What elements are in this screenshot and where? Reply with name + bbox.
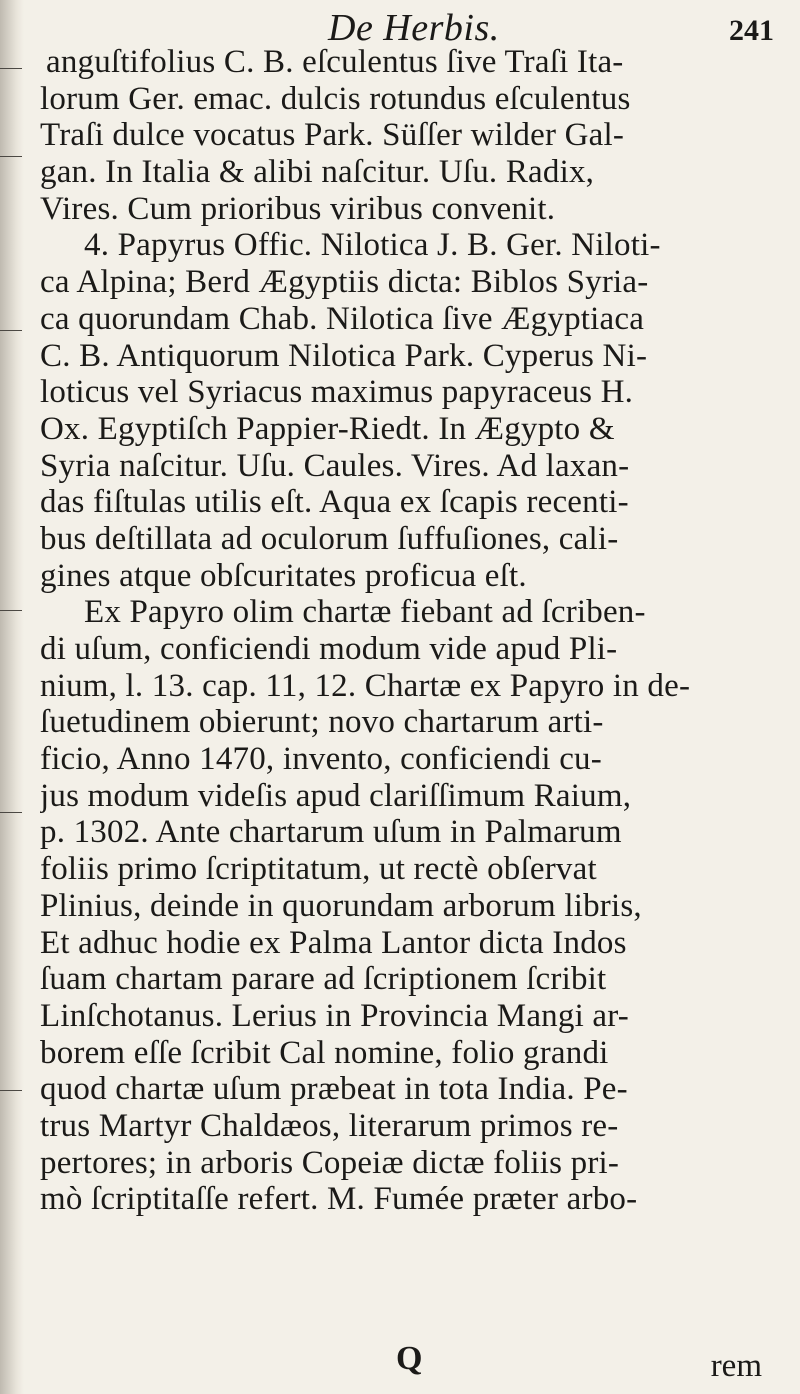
text-line: quod chartæ uſum præbeat in tota India. Pe- [40, 1071, 628, 1108]
text-line: Traſi dulce vocatus Park. Süſſer wilder Gal- [40, 117, 625, 154]
edge-tick [0, 156, 22, 157]
edge-tick [0, 812, 22, 813]
text-line: ca Alpina; Berd Ægyptiis dicta: Biblos Syria- [40, 264, 649, 301]
text-line: Linſchotanus. Lerius in Provincia Mangi ar- [40, 997, 629, 1034]
edge-tick [0, 610, 22, 611]
text-line: trus Martyr Chaldæos, literarum primos re- [40, 1107, 619, 1144]
text-line: Ox. Egyptiſch Pappier-Riedt. In Ægypto & [40, 410, 615, 447]
text-line: nium, l. 13. cap. 11, 12. Chartæ ex Papyro in de- [40, 667, 691, 704]
text-line: Et adhuc hodie ex Palma Lantor dicta Indos [40, 924, 627, 961]
text-line: C. B. Antiquorum Nilotica Park. Cyperus Ni- [40, 337, 648, 374]
edge-tick [0, 330, 22, 331]
text-line: gines atque obſcuritates proficua eſt. [40, 557, 527, 594]
page-edge-shadow [0, 0, 24, 1394]
text-line: di uſum, conficiendi modum vide apud Pli- [40, 631, 618, 667]
text-line: jus modum videſis apud clariſſimum Raium, [40, 777, 632, 814]
page-number: 241 [729, 14, 774, 47]
text-line: gan. In Italia & alibi naſcitur. Uſu. Radix, [40, 154, 595, 191]
text-line: das fiſtulas utilis eſt. Aqua ex ſcapis recenti- [40, 484, 629, 521]
signature-mark: Q [396, 1340, 423, 1377]
text-line: loticus vel Syriacus maximus papyraceus H. [40, 374, 634, 411]
text-line: bus deſtillata ad oculorum ſuffuſiones, cali- [40, 520, 619, 557]
running-head: De Herbis. [328, 7, 500, 49]
text-line: borem eſſe ſcribit Cal nomine, folio grandi [40, 1034, 609, 1071]
text-line: 4. Papyrus Offic. Nilotica J. B. Ger. Niloti- [84, 227, 661, 264]
text-line: anguſtifolius C. B. eſculentus ſive Traſi Ita- [46, 44, 624, 80]
page-header [40, 4, 780, 48]
text-line: mò ſcriptitaſſe refert. M. Fumée præter arbo- [40, 1181, 638, 1218]
text-line: ficio, Anno 1470, invento, conficiendi cu- [40, 741, 602, 778]
text-line: ca quorundam Chab. Nilotica ſive Ægyptiaca [40, 300, 645, 337]
text-line: pertores; in arboris Copeiæ dictæ foliis pri- [40, 1144, 620, 1181]
edge-tick [0, 1090, 22, 1091]
text-line: Plinius, deinde in quorundam arborum libris, [40, 887, 642, 924]
text-line: lorum Ger. emac. dulcis rotundus eſculentus [40, 80, 631, 117]
text-line: foliis primo ſcriptitatum, ut rectè obſervat [40, 851, 597, 888]
text-line: p. 1302. Ante chartarum uſum in Palmarum [40, 814, 622, 851]
body-text [40, 44, 780, 1218]
catchword: rem [710, 1348, 762, 1384]
text-line: ſuam chartam parare ad ſcriptionem ſcribit [40, 961, 607, 998]
text-line: Ex Papyro olim chartæ fiebant ad ſcriben- [84, 594, 646, 631]
text-line: Vires. Cum prioribus viribus convenit. [40, 190, 556, 227]
text-line: ſuetudinem obierunt; novo chartarum arti- [40, 704, 604, 741]
text-line: Syria naſcitur. Uſu. Caules. Vires. Ad laxan- [40, 447, 630, 484]
edge-tick [0, 68, 22, 69]
